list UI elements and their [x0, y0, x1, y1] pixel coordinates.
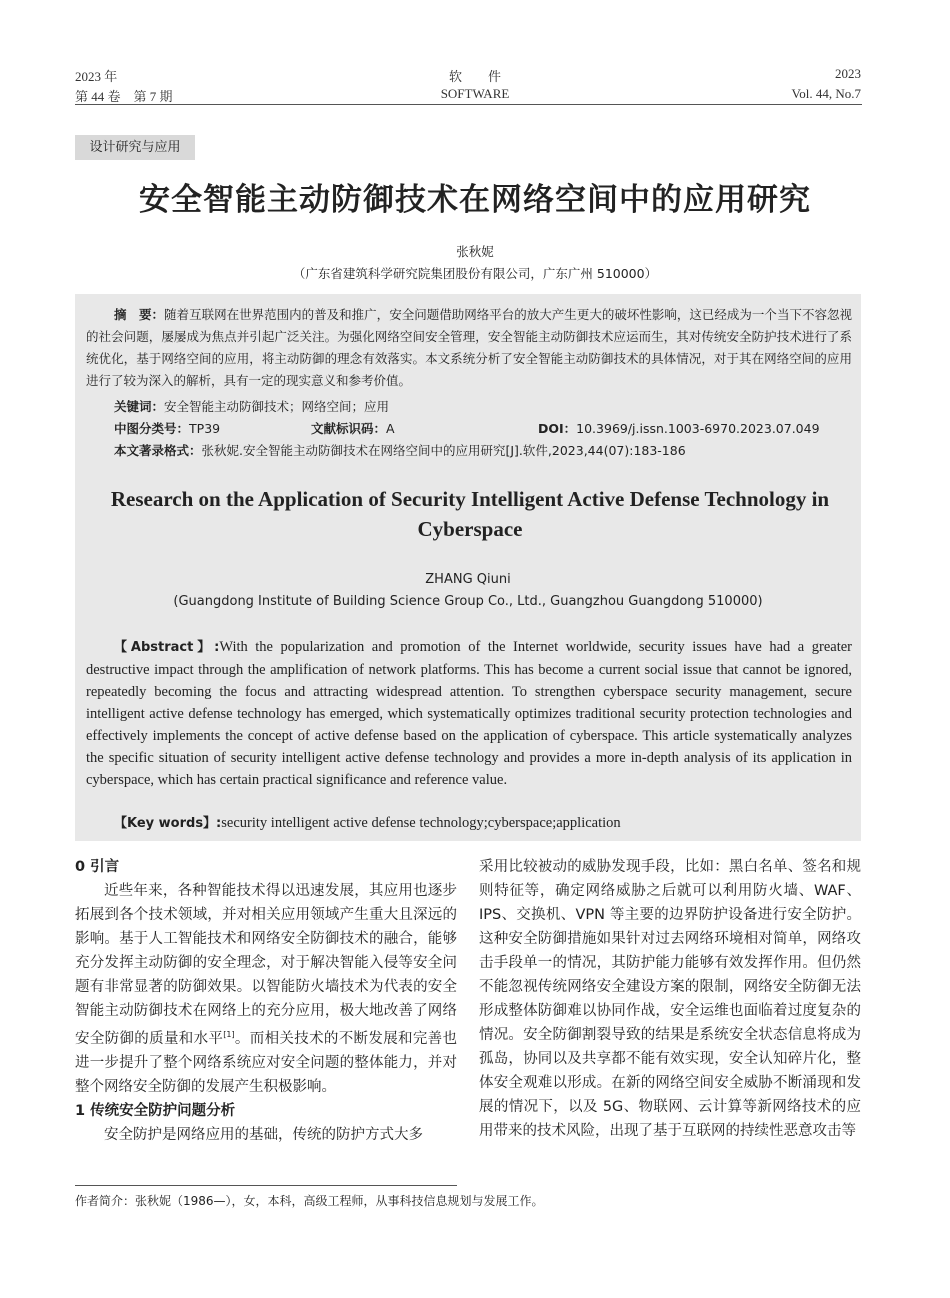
abstract-cn	[86, 304, 852, 392]
affiliation-cn: （广东省建筑科学研究院集团股份有限公司，广东广州 510000）	[292, 266, 658, 281]
body-right-column	[479, 855, 861, 1143]
abstract-cn-text: 随着互联网在世界范围内的普及和推广，安全问题借助网络平台的放大产生更大的破坏性影响，这已经成为一个当下不容忽视的社会问题，屡屡成为焦点并引起广泛关注。为强化网络空间安全管理，安全智能主动防御技术应运而生，其对传统安全防护技术进行了系统优化，基于网络空间的应用，将主动防御的理念有效落实。本文系统分析了安全智能主动防御技术的具体情况，对于其在网络空间的应用进行了较为深入的解析，具有一定的现实意义和参考价值。	[86, 307, 852, 388]
keywords-cn	[114, 397, 389, 415]
affiliation-en: (Guangdong Institute of Building Science Group Co., Ltd., Guangzhou Guangdong 510000)	[173, 594, 763, 609]
citation-ref-1: [1]	[223, 1030, 235, 1039]
author-cn: 张秋妮	[456, 244, 494, 259]
clc-label: 中图分类号：	[114, 421, 190, 436]
header-year: 2023 年	[75, 69, 118, 84]
author-footnote: 作者简介：张秋妮（1986—），女，本科，高级工程师，从事科技信息规划与发展工作。	[75, 1194, 544, 1208]
citation	[114, 441, 686, 459]
header-vol-right: Vol. 44, No.7	[791, 86, 861, 101]
keywords-en-label: 【Key words】:	[114, 816, 222, 831]
header-year-right: 2023	[835, 66, 861, 81]
body-left-column	[75, 855, 457, 1147]
section-1-title: 1 传统安全防护问题分析	[75, 1102, 236, 1119]
keywords-en-text: security intelligent active defense technology;cyberspace;application	[221, 815, 621, 831]
doc-code-text: A	[386, 421, 395, 436]
abstract-en-text: With the popularization and promotion of the Internet worldwide, security issues have had a greater destructive impact through the amplification of network platforms. This has become a current social issue that cannot be ignored, repeatedly becoming the focus and attracting widespread attention. To strengthen cyberspace security management, secure intelligent active defense technology has emerged, which systematically optimizes traditional security protection technologies and effectively implements the concept of active defense based on the application of cyberspace. This article systematically analyzes the specific situation of security intelligent active defense technology and provides a more in-depth analysis of its application in cyberspace, which has certain practical significance and reference value.	[86, 639, 853, 788]
citation-text: 张秋妮.安全智能主动防御技术在网络空间中的应用研究[J].软件,2023,44(07):183-186	[201, 443, 686, 458]
keywords-cn-text: 安全智能主动防御技术；网络空间；应用	[164, 399, 390, 414]
section-0-title: 0 引言	[75, 859, 120, 875]
section-0-text-end: 。而相关技术的不断发展和完善也进一步提升了整个网络系统应对安全问题的整体能力，并对整个网络安全防御的发展产生积极影响。	[75, 1030, 458, 1095]
header-rule	[75, 104, 862, 105]
section-0-paragraph	[75, 879, 457, 1099]
abstract-cn-label: 摘 要：	[114, 307, 165, 322]
title-cn: 安全智能主动防御技术在网络空间中的应用研究	[139, 182, 811, 218]
citation-label: 本文著录格式：	[114, 443, 202, 458]
author-en: ZHANG Qiuni	[425, 572, 511, 587]
right-column-paragraph: 采用比较被动的威胁发现手段，比如：黑白名单、签名和规则特征等，确定网络威胁之后就可以利用防火墙、WAF、IPS、交换机、VPN 等主要的边界防护设备进行安全防护。这种安全防御措施如果针对过去网络环境相对简单，网络攻击手段单一的情况，其防护能力能够有效发挥作用。但仍然不能忽视传统网络安全建设方案的限制，网络安全防御无法形成整体防御难以协同作战，安全运维也面临着过度复杂的情况。安全防御割裂导致的结果是系统安全状态信息将成为孤岛，协同以及共享都不能有效实现，安全认知碎片化，整体安全观难以形成。在新的网络空间安全威胁不断涌现和发展的情况下，以及 5G、物联网、云计算等新网络技术的应用带来的技术风险，出现了基于互联网的持续性恶意攻击等	[479, 859, 861, 1139]
section-1-paragraph: 安全防护是网络应用的基础，传统的防护方式大多	[104, 1126, 423, 1143]
section-0-text: 近些年来，各种智能技术得以迅速发展，其应用也逐步拓展到各个技术领域，并对相关应用领域产生重大且深远的影响。基于人工智能技术和网络安全防御技术的融合，能够充分发挥主动防御的安全理念，对于解决智能入侵等安全问题有非常显著的防御效果。以智能防火墙技术为代表的安全智能主动防御技术在网络上的充分应用，极大地改善了网络安全防御的质量和水平	[75, 883, 457, 1047]
category-tag: 设计研究与应用	[75, 135, 195, 160]
doc-code	[311, 419, 395, 437]
doi	[538, 419, 820, 437]
keywords-en	[114, 812, 621, 835]
title-en: Research on the Application of Security Intelligent Active Defense Technology in Cyberspace	[110, 487, 830, 541]
footnote-rule	[75, 1185, 457, 1186]
doc-code-label: 文献标识码：	[311, 421, 387, 436]
clc	[114, 419, 220, 437]
abstract-en-label: 【Abstract】:	[114, 640, 220, 655]
header-journal-en: SOFTWARE	[440, 86, 510, 101]
doi-label: DOI：	[538, 421, 577, 436]
keywords-cn-label: 关键词：	[114, 399, 165, 414]
abstract-en	[86, 636, 852, 791]
header-journal-cn: 软 件	[448, 69, 501, 84]
header-volume-issue: 第 44 卷 第 7 期	[75, 89, 173, 104]
doi-text: 10.3969/j.issn.1003-6970.2023.07.049	[576, 421, 820, 436]
clc-text: TP39	[189, 421, 221, 436]
